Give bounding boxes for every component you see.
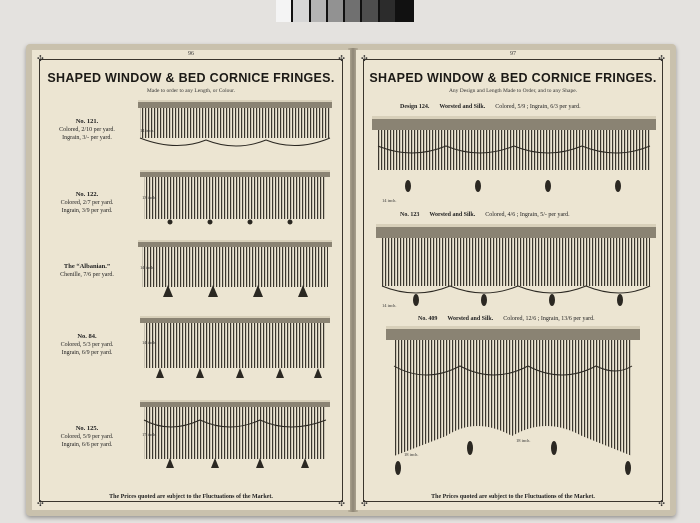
page-number: 96 — [188, 51, 194, 57]
item-price: Colored, 5/9 per yard. — [60, 434, 114, 440]
fringe-illustration — [376, 224, 656, 312]
item-caption — [44, 191, 130, 215]
item-caption — [400, 104, 581, 110]
depth-label: 14 inch. — [382, 198, 397, 203]
item-price: Ingrain, 6/9 per yard. — [61, 350, 113, 356]
corner-ornament: ✣ — [361, 499, 368, 508]
item-caption — [44, 425, 130, 449]
depth-label: 14 inch. — [142, 340, 157, 345]
item-material: Worsted and Silk. — [439, 104, 486, 110]
fringe-illustration — [140, 316, 330, 384]
depth-label: 18 inch. — [516, 438, 531, 443]
corner-ornament: ✣ — [338, 499, 345, 508]
fringe-illustration — [136, 100, 334, 160]
item-name: Design 124. — [400, 104, 430, 110]
corner-ornament: ✣ — [37, 499, 44, 508]
item-name: No. 122. — [75, 191, 99, 198]
depth-label: 14 inch. — [140, 265, 155, 270]
open-catalogue — [26, 44, 676, 516]
fringe-illustration — [140, 400, 330, 472]
page-subtitle: Any Design and Length Made to Order, and to any Shape. — [448, 88, 578, 94]
item-name: No. 409 — [418, 316, 438, 322]
item-price: Colored, 12/6 ; Ingrain, 13/6 per yard. — [503, 316, 595, 322]
page-footer: The Prices quoted are subject to the Fluctuations of the Market. — [431, 494, 595, 500]
depth-label: 14 inch. — [382, 303, 397, 308]
item-material: Worsted and Silk. — [447, 316, 494, 322]
item-price: Colored, 2/10 per yard. — [59, 127, 115, 133]
item-caption — [418, 316, 595, 322]
item-name: No. 121. — [75, 118, 99, 125]
page-title: SHAPED WINDOW & BED CORNICE FRINGES. — [369, 71, 657, 85]
item-caption — [44, 118, 130, 142]
corner-ornament: ✣ — [658, 499, 665, 508]
depth-label: 17 inch. — [142, 432, 157, 437]
item-price: Ingrain, 6/6 per yard. — [61, 442, 113, 448]
color-calibration-strip — [276, 0, 414, 22]
depth-label: 18 inch. — [404, 452, 419, 457]
fringe-illustration — [138, 240, 332, 305]
item-name: No. 84. — [77, 333, 97, 340]
item-name: No. 123 — [400, 212, 420, 218]
item-price: Ingrain, 3/9 per yard. — [61, 208, 113, 214]
depth-label: 13 inch. — [142, 195, 157, 200]
item-name: No. 125. — [75, 425, 99, 432]
left-page — [32, 50, 350, 510]
item-name: The “Albanian.” — [63, 263, 111, 270]
item-caption — [44, 333, 130, 357]
fringe-illustration — [140, 170, 330, 230]
right-page — [356, 50, 670, 510]
item-price: Ingrain, 3/- per yard. — [62, 135, 112, 141]
depth-label: 14 inch. — [140, 128, 155, 133]
page-footer: The Prices quoted are subject to the Fluctuations of the Market. — [109, 494, 273, 500]
corner-ornament: ✣ — [361, 54, 368, 63]
item-material: Worsted and Silk. — [429, 212, 476, 218]
page-number: 97 — [510, 51, 516, 57]
item-price: Colored, 2/7 per yard. — [60, 200, 114, 206]
corner-ornament: ✣ — [658, 54, 665, 63]
item-caption — [44, 263, 130, 279]
page-title: SHAPED WINDOW & BED CORNICE FRINGES. — [47, 71, 335, 85]
corner-ornament: ✣ — [37, 54, 44, 63]
item-price: Colored, 5/9 ; Ingrain, 6/3 per yard. — [495, 104, 581, 110]
corner-ornament: ✣ — [338, 54, 345, 63]
item-price: Colored, 5/3 per yard. — [60, 342, 114, 348]
fringe-illustration — [386, 326, 640, 486]
item-price: Colored, 4/6 ; Ingrain, 5/- per yard. — [485, 212, 570, 218]
item-price: Chenille, 7/6 per yard. — [60, 272, 114, 278]
page-subtitle: Made to order to any Length, or Colour. — [146, 88, 236, 94]
fringe-illustration — [372, 116, 656, 208]
item-caption — [400, 212, 570, 218]
